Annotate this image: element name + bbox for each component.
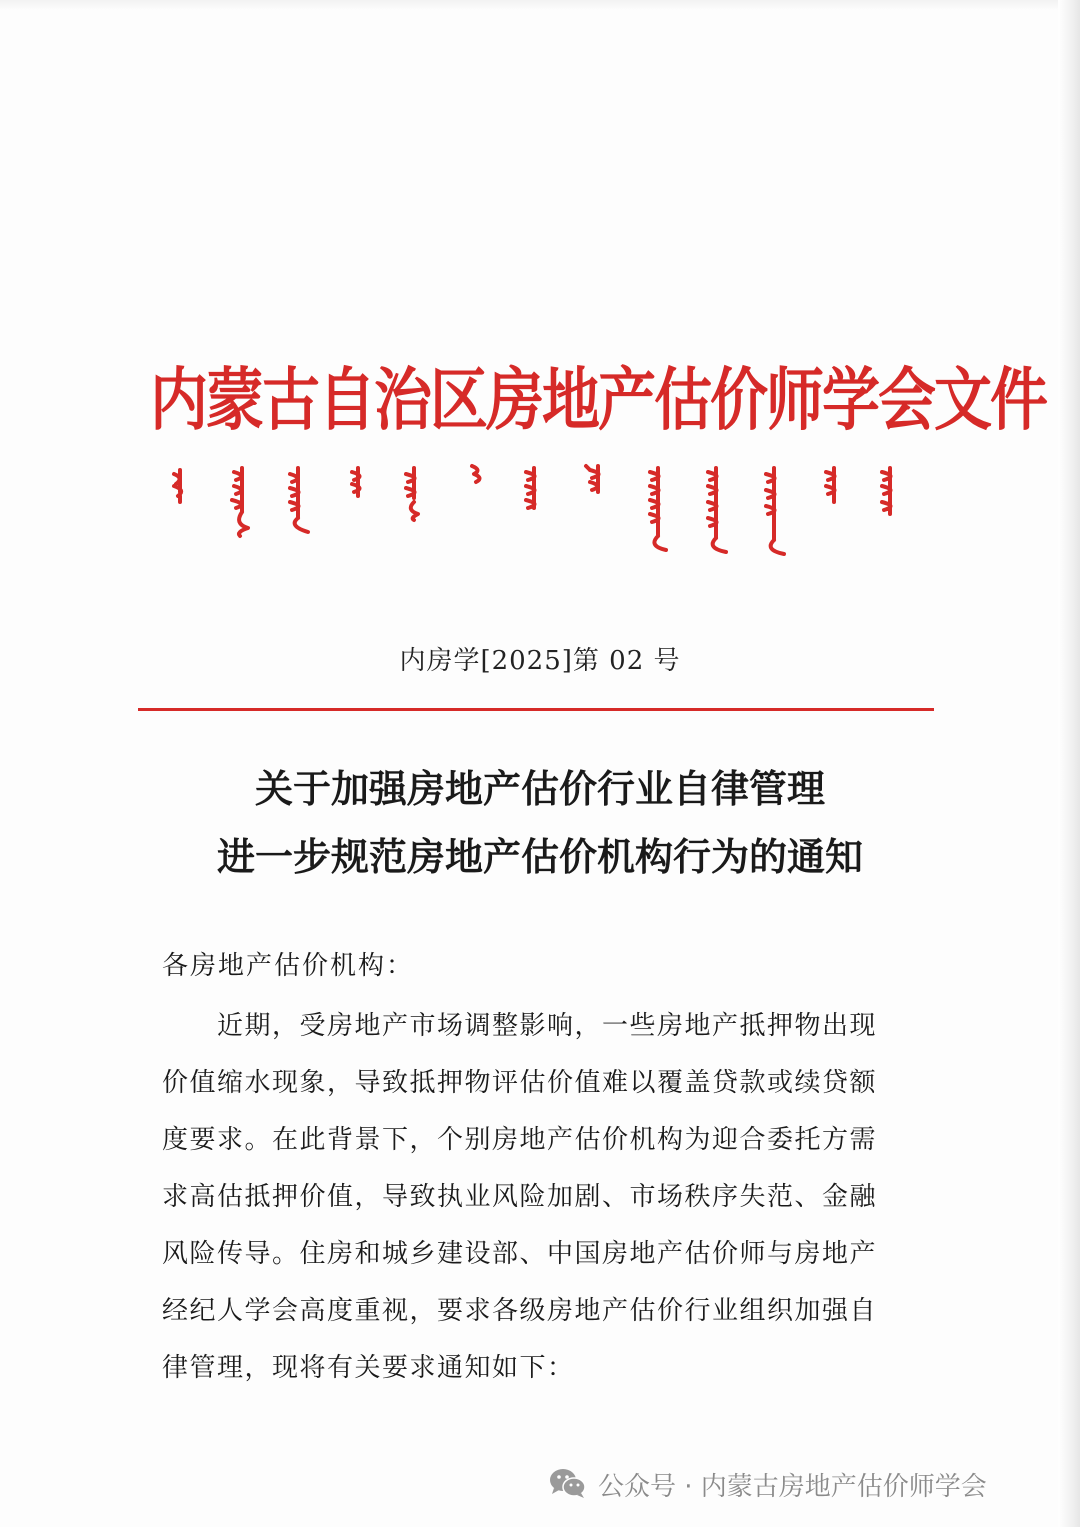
salutation: 各房地产估价机构： bbox=[162, 951, 415, 981]
body-line: 律管理，现将有关要求通知如下： bbox=[162, 1353, 575, 1383]
watermark-text: 公众号 · 内蒙古房地产估价师学会 bbox=[598, 1471, 987, 1502]
wechat-watermark bbox=[548, 1462, 987, 1506]
mongolian-script-graphic bbox=[170, 462, 910, 562]
body-line: 风险传导。住房和城乡建设部、中国房地产估价师与房地产 bbox=[162, 1239, 878, 1269]
wechat-icon bbox=[548, 1466, 588, 1502]
body-line: 近期，受房地产市场调整影响，一些房地产抵押物出现 bbox=[162, 1011, 878, 1041]
document-number: 内房学[2025]第 02 号 bbox=[399, 646, 681, 676]
body-line: 求高估抵押价值，导致执业风险加剧、市场秩序失范、金融 bbox=[162, 1182, 878, 1212]
page-top-edge bbox=[0, 0, 1080, 10]
notice-title-line-1: 关于加强房地产估价行业自律管理 bbox=[254, 767, 825, 811]
body-line: 价值缩水现象，导致抵押物评估价值难以覆盖贷款或续贷额 bbox=[162, 1068, 878, 1098]
body-line: 度要求。在此背景下，个别房地产估价机构为迎合委托方需 bbox=[162, 1125, 878, 1155]
red-divider-line bbox=[138, 708, 934, 711]
notice-title-line-2: 进一步规范房地产估价机构行为的通知 bbox=[216, 835, 863, 879]
org-header-title: 内蒙古自治区房地产估价师学会文件 bbox=[150, 360, 1047, 441]
mongolian-script-header bbox=[170, 462, 910, 562]
body-line: 经纪人学会高度重视，要求各级房地产估价行业组织加强自 bbox=[162, 1296, 878, 1326]
